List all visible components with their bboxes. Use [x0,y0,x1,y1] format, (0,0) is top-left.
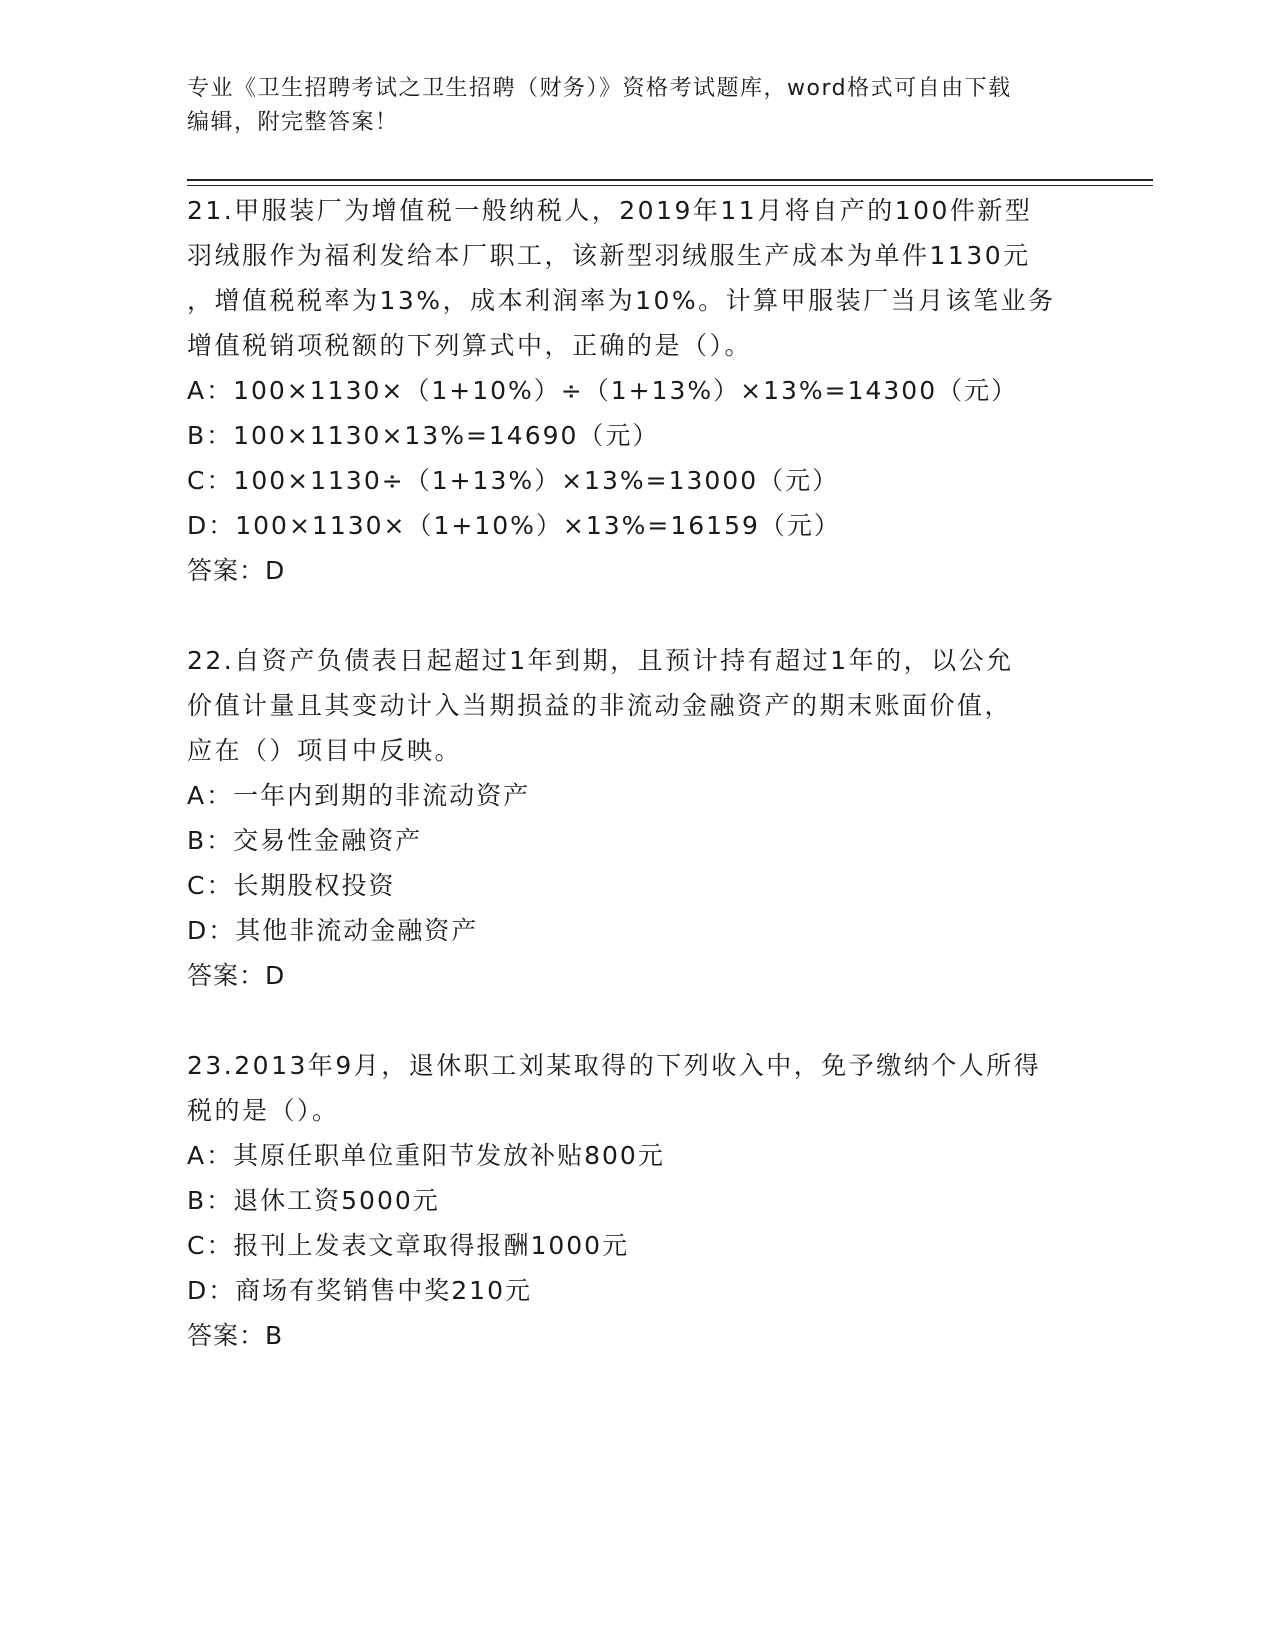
option-c: C：长期股权投资 [187,871,396,900]
question-spacer [187,998,1087,1043]
header-divider-thin [187,185,1153,186]
answer: 答案：D [187,556,286,585]
option-d: D：100×1130×（1+10%）×13%=16159（元） [187,511,841,540]
header-line-2: 编辑，附完整答案！ [187,110,399,135]
option-c: C：100×1130÷（1+13%）×13%=13000（元） [187,466,840,495]
option-a: A：其原任职单位重阳节发放补贴800元 [187,1141,665,1170]
option-c: C：报刊上发表文章取得报酬1000元 [187,1231,630,1260]
option-b: B：退休工资5000元 [187,1186,440,1215]
answer: 答案：B [187,1321,284,1350]
question-text: 23.2013年9月，退休职工刘某取得的下列收入中，免予缴纳个人所得 税的是（）。 [187,1051,1042,1125]
question-list [187,188,1087,1358]
option-a: A：100×1130×（1+10%）÷（1+13%）×13%=14300（元） [187,376,1019,405]
header-line-1: 专业《卫生招聘考试之卫生招聘（财务）》资格考试题库，word格式可自由下载 [187,76,1012,101]
question-21 [187,188,1087,593]
option-b: B：100×1130×13%=14690（元） [187,421,660,450]
option-d: D：商场有奖销售中奖210元 [187,1276,532,1305]
question-spacer [187,593,1087,638]
option-b: B：交易性金融资产 [187,826,423,855]
option-a: A：一年内到期的非流动资产 [187,781,531,810]
header-divider-thick [187,179,1153,181]
question-text: 22.自资产负债表日起超过1年到期，且预计持有超过1年的，以公允 价值计量且其变动计入当期损益的非流动金融资产的期末账面价值， 应在（）项目中反映。 [187,646,1014,765]
question-23 [187,1043,1087,1358]
answer: 答案：D [187,961,286,990]
question-text: 21.甲服装厂为增值税一般纳税人，2019年11月将自产的100件新型 羽绒服作为福利发给本厂职工，该新型羽绒服生产成本为单件1130元 ，增值税税率为13%，成本利润率为10%。计算甲服装厂当月该笔业务 增值税销项税额的下列算式中，正确的是（）。 [187,196,1056,360]
option-d: D：其他非流动金融资产 [187,916,479,945]
document-header [187,72,1087,140]
question-22 [187,638,1087,998]
